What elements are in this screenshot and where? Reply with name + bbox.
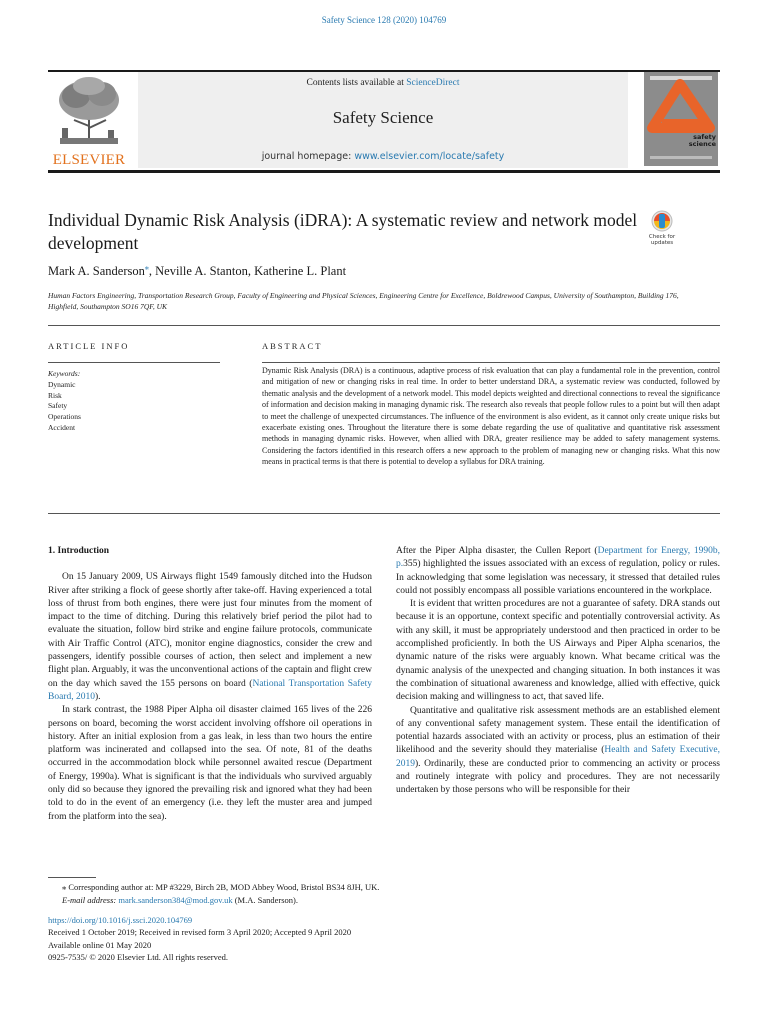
reference-link[interactable]: National Transportation Safety Board, 2010	[48, 678, 372, 702]
masthead-bottom-rule	[48, 170, 720, 173]
author-separator: ,	[148, 264, 156, 279]
author-name[interactable]: Mark A. Sanderson	[48, 264, 145, 279]
elsevier-logo[interactable]	[48, 76, 130, 168]
homepage-prefix: journal homepage:	[261, 151, 355, 162]
corresponding-author-note: ⁎ Corresponding author at: MP #3229, Birch 2B, MOD Abbey Wood, Bristol BS34 8JH, UK.	[62, 882, 380, 892]
footnote-divider	[48, 877, 96, 878]
journal-citation[interactable]: Safety Science 128 (2020) 104769	[321, 15, 447, 25]
divider	[48, 513, 720, 514]
footnotes	[48, 881, 708, 906]
paragraph-text: 355) highlighted the issues associated with an excess of regulation, policy or rules. In acknowledging that some legislation was necessary, it stressed that detailed rules could not possibly encompass all possible variations encountered in the workplace.	[396, 559, 720, 596]
keywords-list	[48, 369, 218, 434]
email-link[interactable]: mark.sanderson384@mod.gov.uk	[118, 894, 233, 905]
copyright-notice: 0925-7535/ © 2020 Elsevier Ltd. All rights reserved.	[48, 951, 228, 962]
body-paragraph: In stark contrast, the 1988 Piper Alpha oil disaster claimed 165 lives of the 226 persons on board, becoming the worst accident involving offshore oil operations in history. After an initial explosion from a gas leak, in less than two hours the entire platform was incinerated and collapsed into the sea. Of note, 81 of the deaths occurred in the accommodation block while personnel awaited rescue (Department of Energy, 1990a). What is significant is that the individuals who survived arguably only did so because they ignored the prevailing risk and ignored what they had been told to do in the event of an emergency (i.e. they left the muster area and jumped from the platform into the sea).	[48, 705, 372, 822]
divider	[262, 362, 720, 363]
keyword: Risk	[48, 390, 62, 400]
keyword: Safety	[48, 401, 68, 411]
cover-graphic-icon	[644, 72, 718, 166]
cover-label: safety science	[688, 133, 716, 148]
contents-line	[138, 78, 628, 88]
author-name[interactable]: Neville A. Stanton	[155, 264, 248, 279]
crossmark-icon	[642, 210, 682, 234]
check-for-updates-badge[interactable]	[642, 210, 682, 254]
journal-cover-thumbnail[interactable]	[644, 72, 718, 166]
sciencedirect-link[interactable]: ScienceDirect	[406, 78, 460, 88]
author-separator: ,	[247, 264, 255, 279]
received-dates: Received 1 October 2019; Received in revised form 3 April 2020; Accepted 9 April 2020	[48, 927, 352, 938]
journal-title: Safety Science	[332, 108, 434, 127]
paragraph-text: Quantitative and qualitative risk assessment methods are an established element of any conventional safety management system. These entail the identification of potential hazards associated with an activity or process, plus an estimation of their likelihood and the severity should they materialise (	[396, 705, 720, 756]
section-heading-introduction: 1. Introduction	[48, 546, 110, 556]
contents-prefix: Contents lists available at	[306, 78, 407, 88]
abstract-text: Dynamic Risk Analysis (DRA) is a continuous, adaptive process of risk evaluation that can play a fundamental role in the prevention, control and mitigation of new or changing risks in real time. In order to better understand DRA, a systematic review was conducted, followed by thematic analysis and the development of a network model. This model depicts weighted and directional connections to reveal the significance of information and decision making in managing dynamic risk. The research also reveals that people follow rules to a point but will then adapt to meet the challenge of unexpected circumstances. The influence of the environment is also evident, as it cannot only create unique risks but exacerbate existing ones. Throughout the literature there is some debate regarding the use of qualitative and quantitative risk assessment methods in managing dynamic risks. However, when allied with DRA, greater resilience may be added to safety management systems. Considering the factors identified in this research offers a new approach to the problem of managing new or changing risks. What this now means in practical terms is that there is potential to develop a syllabus for DRA training.	[262, 366, 720, 467]
doi-link[interactable]: https://doi.org/10.1016/j.ssci.2020.104769	[48, 915, 193, 925]
article-title: Individual Dynamic Risk Analysis (iDRA): A systematic review and network model development	[48, 210, 638, 253]
body-paragraph	[396, 705, 720, 798]
abstract-heading: ABSTRACT	[262, 341, 323, 351]
email-note	[48, 894, 708, 907]
reference-link[interactable]: Department for Energy, 1990b, p.	[396, 546, 720, 570]
divider	[48, 362, 220, 363]
corresponding-author-marker[interactable]: ⁎	[144, 263, 149, 272]
body-paragraph	[48, 571, 372, 704]
available-online-date: Available online 01 May 2020	[48, 939, 152, 950]
crossmark-label: Check for updates	[648, 234, 676, 246]
divider	[48, 325, 720, 326]
paragraph-text: ).	[94, 691, 101, 702]
author-list	[48, 263, 708, 279]
article-metadata	[48, 914, 708, 963]
email-label: E-mail address:	[62, 894, 117, 905]
homepage-line	[138, 151, 628, 162]
masthead-center-panel	[138, 72, 628, 168]
body-paragraph	[396, 545, 720, 598]
keyword: Accident	[48, 422, 76, 432]
author-affiliation: Human Factors Engineering, Transportation Research Group, Faculty of Engineering and Physical Sciences, Engineering Centre for Excellence, Boldrewood Campus, University of Southampton, Building 176, Highfield, Southampton SO16 7QF, UK	[48, 291, 679, 311]
journal-homepage-link[interactable]: www.elsevier.com/locate/safety	[354, 151, 505, 162]
paragraph-text: After the Piper Alpha disaster, the Cullen Report (	[396, 546, 598, 556]
author-name[interactable]: Katherine L. Plant	[254, 264, 347, 279]
body-column-right	[396, 545, 720, 798]
body-paragraph: It is evident that written procedures are not a guarantee of safety. DRA stands out because it is an opportune, context specific and potentially controversial activity. As with any skill, it must be appropriately understood and then practiced in order to be accomplished proficiently. In both the US Airways and Piper Alpha scenarios, the dynamic nature of the risks were arguably known. What became critical was the dynamic analysis of the unexpected and changing situation. In both instances it was the combination of situational awareness and knowledge, allied with effective, quick decision making and willingness to act, that saved life.	[396, 599, 720, 703]
keyword: Dynamic	[48, 379, 76, 389]
keyword: Operations	[48, 412, 81, 422]
paragraph-text: ). Ordinarily, these are conducted prior to commencing an activity or process and routinely integrate with policy and procedures. They are not necessarily undertaken by those persons who will be responsible for their	[396, 758, 720, 796]
reference-link[interactable]: Health and Safety Executive, 2019	[396, 745, 721, 769]
elsevier-tree-icon	[52, 76, 126, 146]
paragraph-text: On 15 January 2009, US Airways flight 1549 famously ditched into the Hudson River after striking a flock of geese shortly after take-off. Having experienced a total loss of thrust from both engines, there were just four minutes from the moment of impact to the time of ditching. During this relatively brief period the pilot had to evaluate the situation, follow bird strike and engine failure protocols, communicate with Air Traffic Control (ATC), monitor engine diagnostics, consider the crew and passengers, identify possible courses of action, then select and implement a new flight plan. Arguably, it was the unconventional actions of the captain and flight crew on the day which saved the 155 persons on board (	[48, 572, 372, 689]
body-column-left	[48, 545, 372, 824]
journal-masthead	[48, 70, 720, 172]
article-info-heading: ARTICLE INFO	[48, 341, 130, 351]
email-suffix: (M.A. Sanderson).	[232, 894, 298, 905]
keywords-label: Keywords:	[48, 369, 81, 378]
elsevier-wordmark: ELSEVIER	[52, 152, 126, 168]
